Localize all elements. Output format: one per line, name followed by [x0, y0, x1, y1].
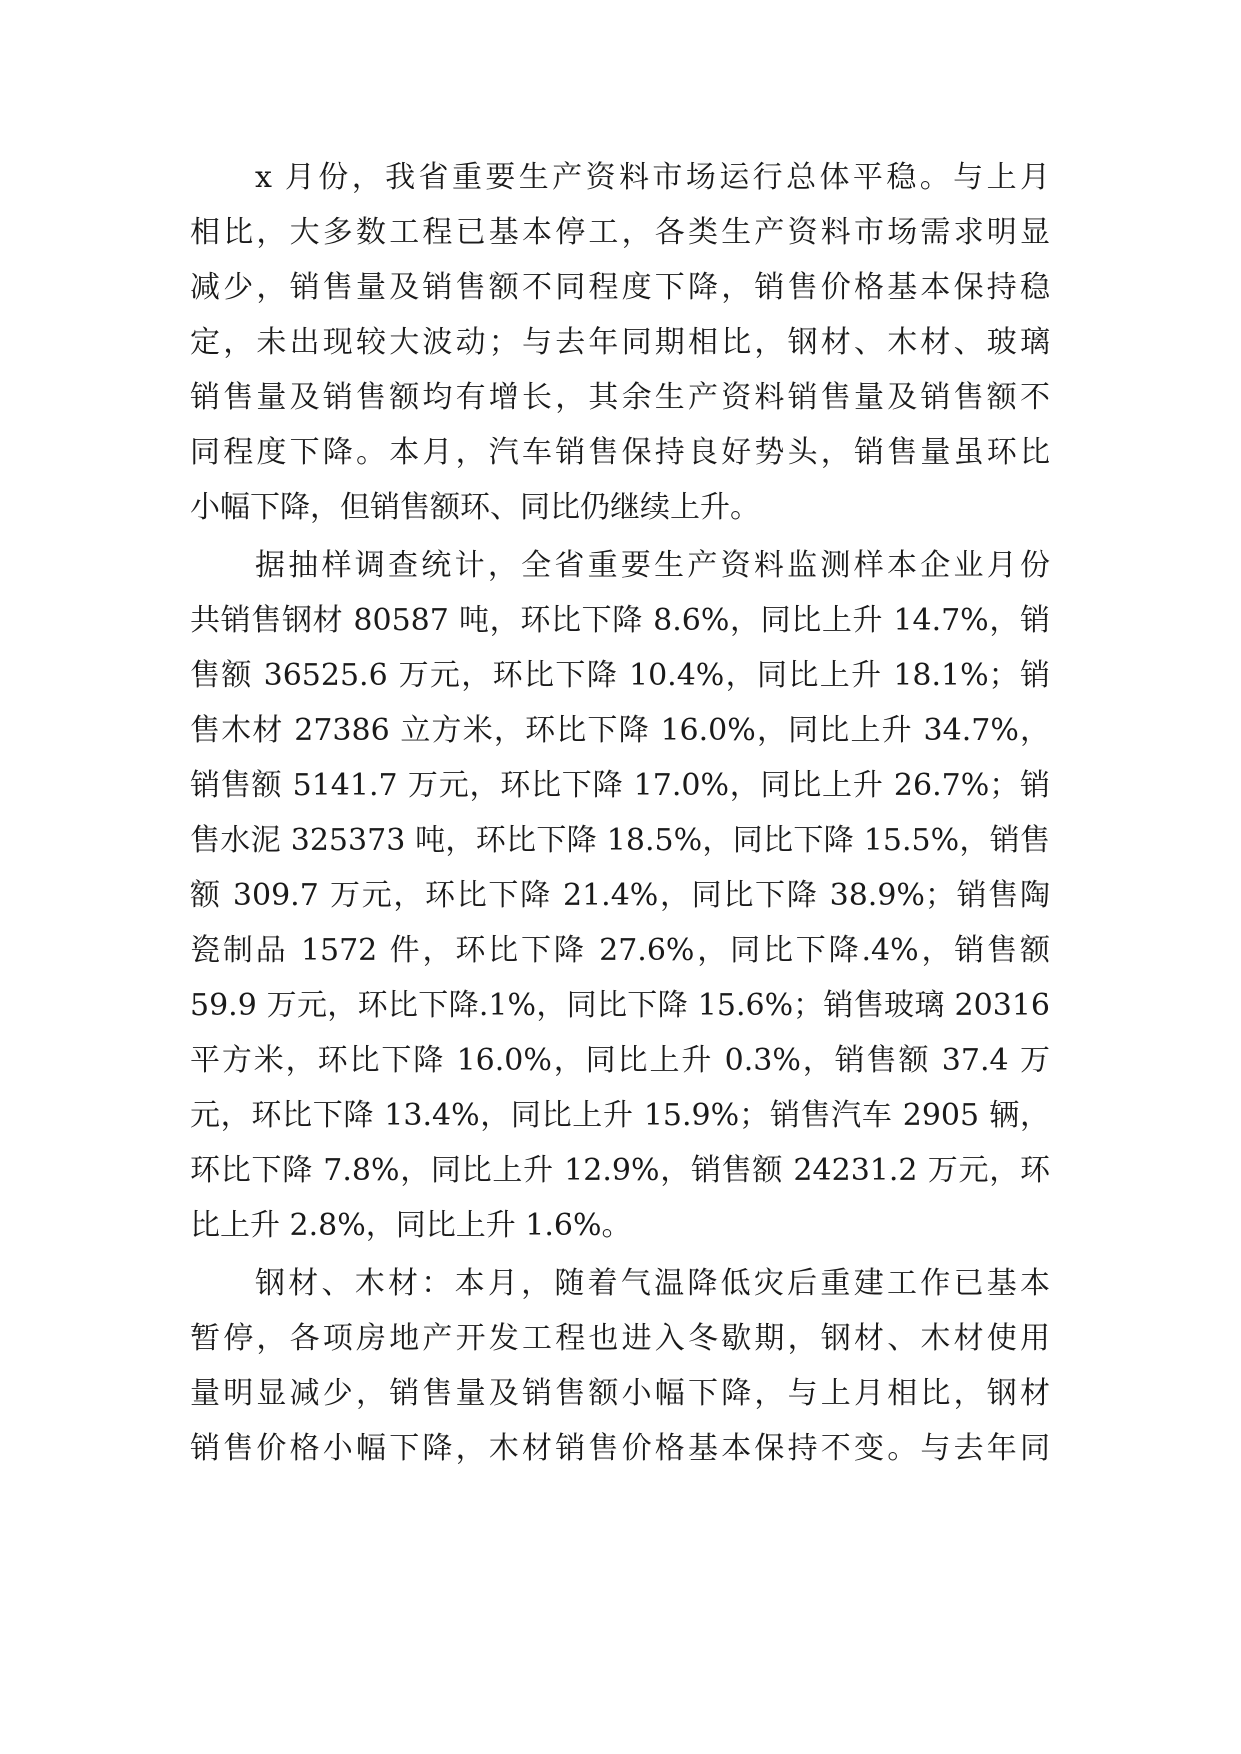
paragraph-1-line-4: 定，未出现较大波动；与去年同期相比，钢材、木材、玻璃 — [190, 325, 1050, 360]
paragraph-3-line-4: 销售价格小幅下降，木材销售价格基本保持不变。与去年同 — [190, 1431, 1050, 1466]
paragraph-2-line-3: 售额 36525.6 万元，环比下降 10.4%，同比上升 18.1%；销 — [190, 658, 1050, 693]
paragraph-2-line-12: 环比下降 7.8%，同比上升 12.9%，销售额 24231.2 万元，环 — [190, 1153, 1050, 1188]
paragraph-2-line-5: 销售额 5141.7 万元，环比下降 17.0%，同比上升 26.7%；销 — [190, 768, 1050, 803]
paragraph-1-line-1: x 月份，我省重要生产资料市场运行总体平稳。与上月 — [255, 160, 1050, 195]
paragraph-2-line-7: 额 309.7 万元，环比下降 21.4%，同比下降 38.9%；销售陶 — [190, 878, 1050, 913]
paragraph-3-line-2: 暂停，各项房地产开发工程也进入冬歇期，钢材、木材使用 — [190, 1321, 1050, 1356]
paragraph-2-line-11: 元，环比下降 13.4%，同比上升 15.9%；销售汽车 2905 辆， — [190, 1098, 1050, 1133]
paragraph-2-line-2: 共销售钢材 80587 吨，环比下降 8.6%，同比上升 14.7%，销 — [190, 603, 1050, 638]
paragraph-2-line-1: 据抽样调查统计，全省重要生产资料监测样本企业月份 — [255, 548, 1050, 583]
paragraph-2-line-9: 59.9 万元，环比下降.1%，同比下降 15.6%；销售玻璃 20316 — [190, 988, 1050, 1023]
paragraph-2-line-6: 售水泥 325373 吨，环比下降 18.5%，同比下降 15.5%，销售 — [190, 823, 1050, 858]
paragraph-3-line-1: 钢材、木材：本月，随着气温降低灾后重建工作已基本 — [255, 1266, 1050, 1301]
paragraph-3-line-3: 量明显减少，销售量及销售额小幅下降，与上月相比，钢材 — [190, 1376, 1050, 1411]
paragraph-1-line-6: 同程度下降。本月，汽车销售保持良好势头，销售量虽环比 — [190, 435, 1050, 470]
paragraph-1-line-7: 小幅下降，但销售额环、同比仍继续上升。 — [190, 490, 760, 525]
paragraph-2-line-13: 比上升 2.8%，同比上升 1.6%。 — [190, 1208, 632, 1243]
paragraph-2-line-10: 平方米，环比下降 16.0%，同比上升 0.3%，销售额 37.4 万 — [190, 1043, 1050, 1078]
paragraph-1-line-2: 相比，大多数工程已基本停工，各类生产资料市场需求明显 — [190, 215, 1050, 250]
paragraph-1-line-3: 减少，销售量及销售额不同程度下降，销售价格基本保持稳 — [190, 270, 1050, 305]
paragraph-2-line-8: 瓷制品 1572 件，环比下降 27.6%，同比下降.4%，销售额 — [190, 933, 1050, 968]
paragraph-2-line-4: 售木材 27386 立方米，环比下降 16.0%，同比上升 34.7%， — [190, 713, 1050, 748]
paragraph-1-line-5: 销售量及销售额均有增长，其余生产资料销售量及销售额不 — [190, 380, 1050, 415]
